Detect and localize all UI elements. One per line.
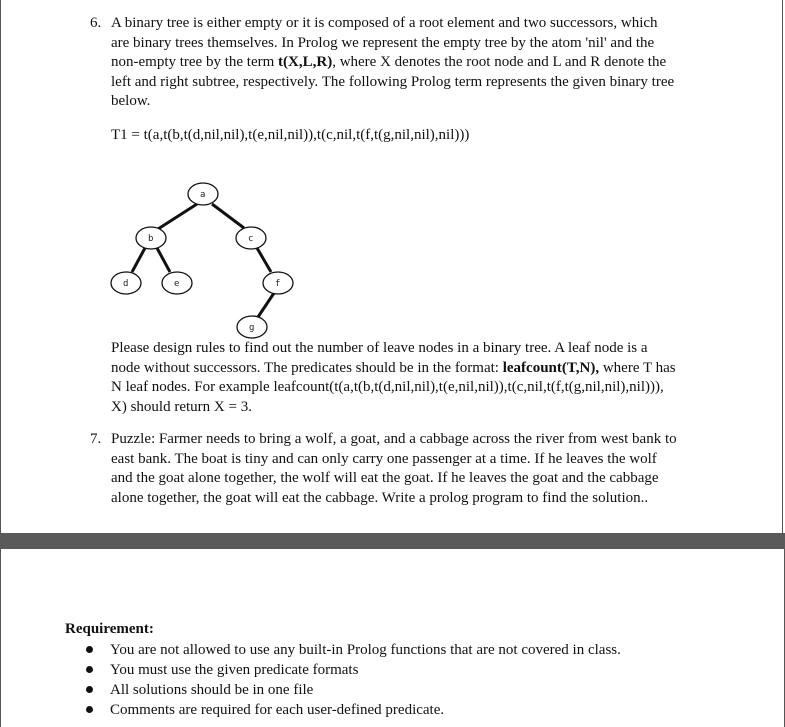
node-f-label: f [275,279,281,289]
node-e-label: e [174,279,180,289]
q6-task-line-2 [111,359,771,379]
edge-b-d [132,248,145,272]
q7-line-1: Puzzle: Farmer needs to bring a wolf, a goat, and a cabbage across the river from west bank to [111,431,677,447]
q6-line-5: below. [111,93,151,109]
question-7-number: 7. [90,431,102,447]
q6-line-3-post: , where X denotes the root node and L and R denote the [332,54,667,70]
edge-f-g [258,293,274,317]
requirement-list [80,640,621,720]
requirement-item [80,680,621,700]
bullet-icon [86,706,93,713]
bullet-icon [86,646,93,653]
node-d-label: d [123,279,129,289]
requirement-item-text: You are not allowed to use any built-in Prolog functions that are not covered in class. [110,642,621,658]
q6-line-4: left and right subtree, respectively. The following Prolog term represents the given binary tree [111,73,675,90]
requirement-item [80,640,621,660]
node-a-label: a [200,190,206,200]
q6-line-1: A binary tree is either empty or it is composed of a root element and two successors, which [111,15,658,31]
question-6-number: 6. [90,15,102,31]
q6-task-line-4: X) should return X = 3. [111,398,252,415]
q6-task-line-2-pre: node without successors. The predicates should be in the format: [111,359,503,376]
edge-a-c [212,204,244,228]
q6-predicate-format: leafcount(T,N), [502,359,600,376]
edge-a-b [158,204,197,229]
q6-task-line-2-post: where T has [599,359,676,376]
edge-b-e [157,248,170,272]
node-b-label: b [148,234,154,244]
page-separator [0,533,785,549]
edge-c-f [257,248,271,272]
q6-prolog-term: T1 = t(a,t(b,t(d,nil,nil),t(e,nil,nil)),t(c,nil,t(f,t(g,nil,nil),nil))) [111,127,470,143]
q7-line-4: alone together, the goat will eat the cabbage. Write a prolog program to find the solution.. [111,489,649,506]
requirement-item-text: You must use the given predicate formats [110,662,359,678]
node-c-label: c [248,234,254,244]
q7-line-2: east bank. The boat is tiny and can only carry one passenger at a time. If he leaves the wolf [111,450,657,467]
bullet-icon [86,666,93,673]
requirement-item-text: All solutions should be in one file [110,682,314,698]
requirement-item [80,660,621,680]
q6-line-3-pre: non-empty tree by the term [111,54,279,70]
q6-line-2: are binary trees themselves. In Prolog we represent the empty tree by the atom 'nil' and the [111,34,655,51]
q6-term-signature: t(X,L,R) [278,54,333,70]
node-g-label: g [249,323,255,333]
q6-task-line-3: N leaf nodes. For example leafcount(t(a,t(b,t(d,nil,nil),t(e,nil,nil)),t(c,nil,t(f,t(g,nil,nil),nil))), [111,379,664,395]
question-7-text [111,430,771,508]
tree-edges [132,204,274,317]
requirement-item [80,700,621,720]
bullet-icon [86,686,93,693]
q7-line-3: and the goat alone together, the wolf will eat the goat. If he leaves the goat and the cabbage [111,470,659,486]
q6-task-line-1: Please design rules to find out the number of leave nodes in a binary tree. A leaf node is a [111,340,648,356]
question-6-task [111,339,771,417]
requirement-title: Requirement: [65,621,154,637]
requirement-item-text: Comments are required for each user-defined predicate. [110,702,445,718]
